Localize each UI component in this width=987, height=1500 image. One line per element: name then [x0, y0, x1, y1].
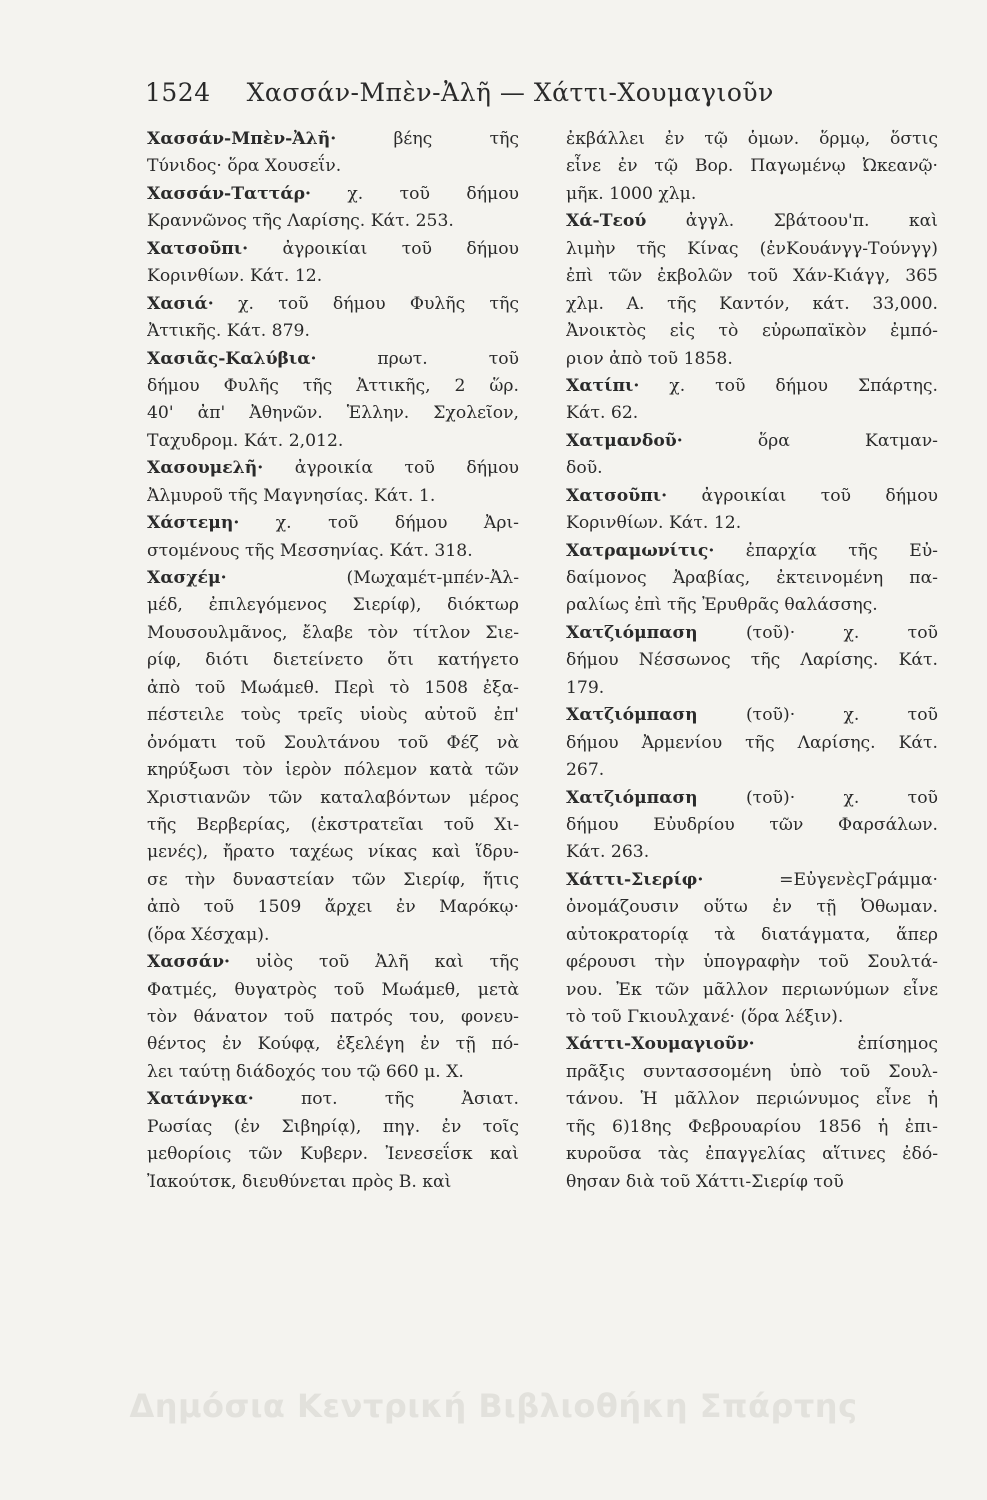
entry-text: ριον ἀπὸ τοῦ 1858.	[566, 348, 733, 369]
entry-text: νου. Ἐκ τῶν μᾶλλον περιωνύμων εἶνε	[566, 979, 938, 1000]
text-line	[566, 1141, 938, 1168]
entry-text: ραλίως ἐπὶ τῆς Ἐρυθρᾶς θαλάσσης.	[566, 595, 878, 616]
entry-text: Ἰακούτσκ, διευθύνεται πρὸς Β. καὶ	[147, 1171, 452, 1192]
entry-text: 40' ἀπ' Ἀθηνῶν. Ἑλλην. Σχολεῖον,	[147, 403, 519, 424]
entry-headword: Χασσάν-Ταττάρ·	[147, 183, 311, 204]
entry-text: Ἀλμυροῦ τῆς Μαγνησίας. Κάτ. 1.	[147, 485, 436, 506]
entry-text: Κάτ. 62.	[566, 403, 639, 424]
text-line	[566, 455, 938, 482]
page-number: 1524	[145, 78, 211, 107]
text-line	[147, 1114, 519, 1141]
entry-text: δοῦ.	[566, 458, 603, 479]
text-line	[566, 181, 938, 208]
entry-text: ἀγγλ. Σβάτοου'π. καὶ	[646, 211, 938, 232]
entry-text: ἀπὸ τοῦ 1509 ἄρχει ἐν Μαρόκῳ·	[147, 897, 519, 918]
text-line	[566, 977, 938, 1004]
entry-headword: Χασχέμ·	[147, 568, 227, 588]
text-line	[566, 1031, 938, 1058]
entry-text: ἀγροικίαι τοῦ δήμου	[667, 485, 938, 506]
entry-text: τὸν θάνατον τοῦ πατρός του, φονευ-	[147, 1007, 519, 1027]
text-line	[566, 812, 938, 839]
entry-text: δήμου Φυλῆς τῆς Ἀττικῆς, 2 ὥρ.	[147, 375, 519, 396]
entry-text: τῆς Βερβερίας, (ἐκστρατεῖαι τοῦ Χι-	[147, 814, 519, 835]
entry-text: λιμὴν τῆς Κίνας (ἐνΚουάνγγ-Τούνγγ)	[566, 238, 938, 259]
entry-text: ἀγροικία τοῦ δήμου	[263, 458, 519, 479]
entry-text: (Μωχαμέτ-μπέν-Ἀλ-	[226, 568, 519, 588]
text-line	[566, 894, 938, 921]
text-line	[147, 483, 519, 510]
text-line	[147, 428, 519, 455]
entry-text: μῆκ. 1000 χλμ.	[566, 183, 697, 204]
entry-text: λει ταύτῃ διάδοχός του τῷ 660 μ. Χ.	[147, 1061, 464, 1082]
entry-text: Χριστιανῶν τῶν καταλαβόντων μέρος	[147, 787, 519, 808]
entry-text: υἱὸς τοῦ Ἀλῆ καὶ τῆς	[230, 952, 519, 973]
entry-text: ἐπὶ τῶν ἐκβολῶν τοῦ Χάν-Κιάγγ, 365	[566, 266, 938, 287]
text-line	[147, 346, 519, 373]
entry-headword: Χατάνγκα·	[147, 1089, 254, 1110]
text-line	[147, 757, 519, 784]
text-line	[147, 510, 519, 537]
entry-headword: Χά-Τεού	[566, 211, 647, 232]
entry-text: ὅρα Κατμαν-	[682, 430, 938, 451]
entry-headword: Χασσάν·	[147, 952, 231, 973]
text-line	[566, 785, 938, 812]
text-line	[147, 1031, 519, 1058]
entry-text: δήμου Εὐυδρίου τῶν Φαρσάλων.	[566, 814, 938, 835]
running-title: Χασσάν-Μπὲν-Ἀλῆ — Χάττι-Χουμαγιοῦν	[246, 78, 774, 107]
text-line	[147, 236, 519, 263]
text-line	[566, 318, 938, 345]
text-line	[147, 894, 519, 921]
entry-headword: Χασιᾶς-Καλύβια·	[147, 348, 317, 369]
entry-text: εἶνε ἐν τῷ Βορ. Παγωμένῳ Ὠκεανῷ·	[566, 156, 938, 177]
entry-text: πρωτ. τοῦ	[316, 348, 519, 369]
text-line	[147, 839, 519, 866]
entry-text: τὸ τοῦ Γκιουλχανέ· (ὅρα λέξιν).	[566, 1007, 844, 1027]
text-line	[147, 208, 519, 235]
entry-text: (ὅρα Χέσχαμ).	[147, 924, 270, 945]
entry-text: ἐπαρχία τῆς Εὐ-	[714, 540, 938, 561]
text-line	[147, 812, 519, 839]
entry-text: πρᾶξις συντασσομένη ὑπὸ τοῦ Σουλ-	[566, 1061, 938, 1082]
entry-text: θέντος ἐν Κούφᾳ, ἐξελέγη ἐν τῇ πό-	[147, 1034, 519, 1055]
text-line	[566, 538, 938, 565]
entry-text: τάνου. Ἡ μᾶλλον περιώνυμος εἶνε ἡ	[566, 1089, 938, 1110]
text-line	[147, 867, 519, 894]
text-line	[147, 291, 519, 318]
library-watermark: Δημόσια Κεντρική Βιβλιοθήκη Σπάρτης	[129, 1387, 858, 1425]
entry-text: βέης τῆς	[336, 129, 519, 149]
text-line	[566, 757, 938, 784]
text-line	[147, 1141, 519, 1168]
entry-text: ἐπίσημος	[754, 1034, 938, 1055]
text-line	[566, 675, 938, 702]
text-line	[147, 181, 519, 208]
entry-text: πέστειλε τοὺς τρεῖς υἱοὺς αὐτοῦ ἐπ'	[147, 705, 519, 726]
entry-headword: Χατίπι·	[566, 375, 640, 396]
entry-text: φέρουσι τὴν ὑπογραφὴν τοῦ Σουλτά-	[566, 952, 938, 973]
entry-text: Φατμές, θυγατρὸς τοῦ Μωάμεθ, μετὰ	[147, 979, 519, 1000]
entry-text: 179.	[566, 677, 605, 698]
text-line	[566, 263, 938, 290]
entry-headword: Χατμανδοῦ·	[566, 430, 683, 451]
running-header	[145, 78, 825, 107]
entry-text: Ἀνοικτὸς εἰς τὸ εὐρωπαϊκὸν ἐμπό-	[566, 321, 938, 342]
entry-text: ρίφ, διότι διετείνετο ὅτι κατήγετο	[147, 650, 519, 671]
entry-text: τῆς 6)18ης Φεβρουαρίου 1856 ἡ ἐπι-	[566, 1116, 938, 1137]
text-line	[566, 373, 938, 400]
entry-text: κηρύξωσι τὸν ἱερὸν πόλεμον κατὰ τῶν	[147, 760, 519, 781]
text-line	[147, 977, 519, 1004]
text-line	[566, 208, 938, 235]
text-line	[147, 730, 519, 757]
text-line	[566, 236, 938, 263]
text-line	[147, 949, 519, 976]
text-line	[147, 785, 519, 812]
text-line	[147, 538, 519, 565]
entry-text: 267.	[566, 760, 605, 781]
entry-text: (τοῦ)· χ. τοῦ	[697, 622, 938, 643]
text-line	[147, 400, 519, 427]
text-line	[566, 483, 938, 510]
entry-text: αὐτοκρατορίᾳ τὰ διατάγματα, ἅπερ	[566, 924, 938, 945]
text-line	[566, 647, 938, 674]
entry-text: Ρωσίας (ἐν Σιβηρίᾳ), πηγ. ἐν τοῖς	[147, 1116, 519, 1137]
right-column	[566, 126, 938, 1196]
text-line	[147, 702, 519, 729]
entry-text: ὀνόματι τοῦ Σουλτάνου τοῦ Φέζ νὰ	[147, 732, 519, 753]
text-line	[147, 455, 519, 482]
entry-text: Ἀττικῆς. Κάτ. 879.	[147, 321, 310, 342]
entry-text: Τύνιδος· ὅρα Χουσεΐν.	[147, 156, 342, 177]
entry-headword: Χατσοῦπι·	[566, 485, 668, 506]
text-line	[566, 702, 938, 729]
entry-text: δήμου Ἀρμενίου τῆς Λαρίσης. Κάτ.	[566, 732, 938, 753]
entry-text: =ΕὐγενὲςΓράμμα·	[703, 869, 938, 890]
text-line	[566, 620, 938, 647]
entry-headword: Χατσοῦπι·	[147, 238, 249, 259]
entry-text: χλμ. Α. τῆς Καντόν, κάτ. 33,000.	[566, 293, 938, 314]
text-line	[147, 675, 519, 702]
text-line	[566, 565, 938, 592]
entry-headword: Χάττι-Σιερίφ·	[566, 869, 704, 890]
text-line	[147, 1059, 519, 1086]
text-line	[566, 839, 938, 866]
entry-text: ἀγροικίαι τοῦ δήμου	[248, 238, 519, 259]
text-line	[147, 126, 519, 153]
entry-text: Κάτ. 263.	[566, 842, 650, 863]
entry-text: ἐκβάλλει ἐν τῷ ὁμων. ὅρμῳ, ὅστις	[566, 129, 938, 149]
text-line	[566, 1169, 938, 1196]
text-line	[147, 1169, 519, 1196]
left-column	[147, 126, 519, 1196]
text-line	[147, 373, 519, 400]
entry-headword: Χατζιόμπαση	[566, 787, 698, 808]
text-line	[566, 592, 938, 619]
entry-headword: Χατραμωνίτις·	[566, 540, 715, 561]
text-line	[566, 428, 938, 455]
entry-text: ἀπὸ τοῦ Μωάμεθ. Περὶ τὸ 1508 ἐξα-	[147, 677, 519, 698]
text-line	[566, 1114, 938, 1141]
entry-text: (τοῦ)· χ. τοῦ	[697, 787, 938, 808]
text-line	[566, 153, 938, 180]
entry-headword: Χατζιόμπαση	[566, 622, 698, 643]
text-line	[566, 1004, 938, 1031]
entry-text: χ. τοῦ δήμου Σπάρτης.	[639, 375, 938, 396]
entry-text: (τοῦ)· χ. τοῦ	[697, 705, 938, 726]
text-line	[566, 291, 938, 318]
text-line	[566, 1086, 938, 1113]
entry-text: Κορινθίων. Κάτ. 12.	[566, 513, 742, 534]
text-line	[147, 922, 519, 949]
entry-text: Μουσουλμᾶνος, ἔλαβε τὸν τίτλον Σιε-	[147, 622, 519, 643]
text-line	[147, 263, 519, 290]
text-line	[147, 620, 519, 647]
entry-text: κυροῦσα τὰς ἐπαγγελίας αἵτινες ἐδό-	[566, 1144, 938, 1165]
entry-text: ποτ. τῆς Ἀσιατ.	[253, 1089, 519, 1110]
text-line	[566, 730, 938, 757]
entry-text: Ταχυδρομ. Κάτ. 2,012.	[147, 430, 344, 451]
text-line	[147, 647, 519, 674]
entry-headword: Χάττι-Χουμαγιοῦν·	[566, 1034, 755, 1055]
entry-headword: Χατζιόμπαση	[566, 705, 698, 726]
entry-text: χ. τοῦ δήμου	[310, 183, 519, 204]
entry-text: μέδ, ἐπιλεγόμενος Σιερίφ), διόκτωρ	[147, 595, 519, 616]
text-line	[566, 400, 938, 427]
entry-text: μενές), ἤρατο ταχέως νίκας καὶ ἵδρυ-	[147, 842, 519, 863]
text-line	[566, 346, 938, 373]
entry-headword: Χασσάν-Μπὲν-Ἀλῆ·	[147, 129, 337, 149]
entry-text: Κραννῶνος τῆς Λαρίσης. Κάτ. 253.	[147, 211, 454, 232]
text-line	[147, 318, 519, 345]
text-line	[147, 1086, 519, 1113]
entry-text: Κορινθίων. Κάτ. 12.	[147, 266, 323, 287]
text-line	[566, 867, 938, 894]
text-line	[147, 153, 519, 180]
text-line	[566, 126, 938, 153]
text-line	[566, 922, 938, 949]
text-line	[566, 949, 938, 976]
entry-text: χ. τοῦ δήμου Φυλῆς τῆς	[213, 293, 519, 314]
entry-text: ὀνομάζουσιν οὕτω ἐν τῇ Ὀθωμαν.	[566, 897, 938, 918]
text-line	[566, 510, 938, 537]
text-line	[147, 592, 519, 619]
text-line	[147, 1004, 519, 1031]
entry-text: στομένους τῆς Μεσσηνίας. Κάτ. 318.	[147, 540, 473, 561]
entry-text: μεθορίοις τῶν Κυβερν. Ἰενεσεΐσκ καὶ	[147, 1144, 519, 1165]
entry-headword: Χασουμελῆ·	[147, 458, 264, 479]
entry-headword: Χάστεμη·	[147, 513, 240, 534]
entry-text: χ. τοῦ δήμου Ἀρι-	[239, 513, 519, 534]
entry-text: θησαν διὰ τοῦ Χάττι-Σιερίφ τοῦ	[566, 1171, 844, 1192]
entry-text: δήμου Νέσσωνος τῆς Λαρίσης. Κάτ.	[566, 650, 938, 671]
entry-text: δαίμονος Ἀραβίας, ἐκτεινομένη πα-	[566, 568, 938, 588]
text-line	[147, 565, 519, 592]
entry-text: σε τὴν δυναστείαν τῶν Σιερίφ, ἥτις	[147, 869, 519, 890]
entry-headword: Χασιά·	[147, 293, 214, 314]
text-line	[566, 1059, 938, 1086]
